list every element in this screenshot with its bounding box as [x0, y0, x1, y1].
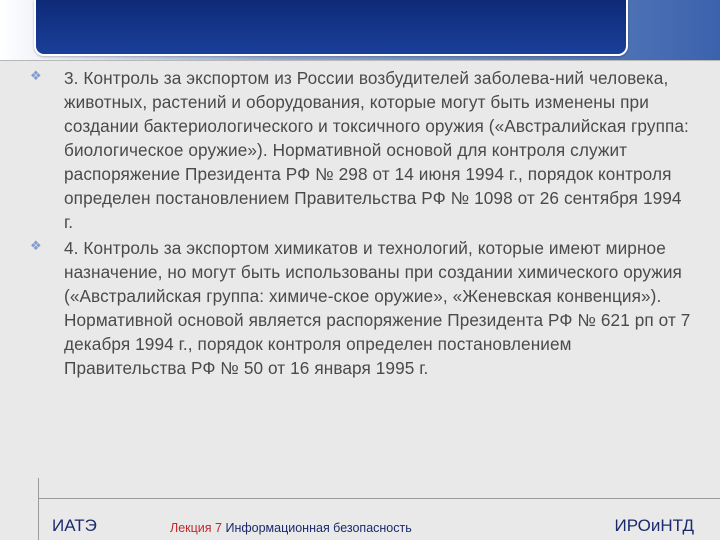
footer-vertical-divider — [38, 478, 39, 540]
footer-lecture-number: 7 — [215, 521, 222, 535]
bullet-text: 3. Контроль за экспортом из России возбудителей заболева-ний человека, животных, растений и оборудования, которые могут быть изменены при создании бактериологического и токсичного оружия («Австралийская группа: биологическое оружие»). Нормативной основой для контроля служит распоряжение Президента РФ № 298 от 14 июня 1994 г., порядок контроля определен постановлением Правительства РФ № 1098 от 26 сентября 1994 г. — [64, 68, 689, 232]
title-bar — [34, 0, 628, 56]
header-divider — [0, 60, 720, 61]
footer-lecture — [170, 521, 412, 535]
bullet-item — [30, 66, 695, 234]
bullet-text: 4. Контроль за экспортом химикатов и технологий, которые имеют мирное назначение, но могут быть использованы при создании химического оружия («Австралийская группа: химиче-ское оружие», «Женевская конвенция»). Нормативной основой является распоряжение Президента РФ № 621 рп от 7 декабря 1994 г., порядок контроля определен постановлением Правительства РФ № 50 от 16 января 1995 г. — [64, 238, 691, 378]
slide-content — [30, 66, 695, 382]
footer-department: ИРОиНТД — [614, 516, 694, 535]
diamond-bullet-icon: ❖ — [30, 69, 42, 84]
footer-org: ИАТЭ — [52, 516, 97, 535]
footer-horizontal-divider — [38, 498, 720, 499]
bullet-item — [30, 236, 695, 380]
diamond-bullet-icon: ❖ — [30, 239, 42, 254]
footer-lecture-topic: Информационная безопасность — [225, 521, 412, 535]
footer-lecture-label: Лекция — [170, 521, 212, 535]
